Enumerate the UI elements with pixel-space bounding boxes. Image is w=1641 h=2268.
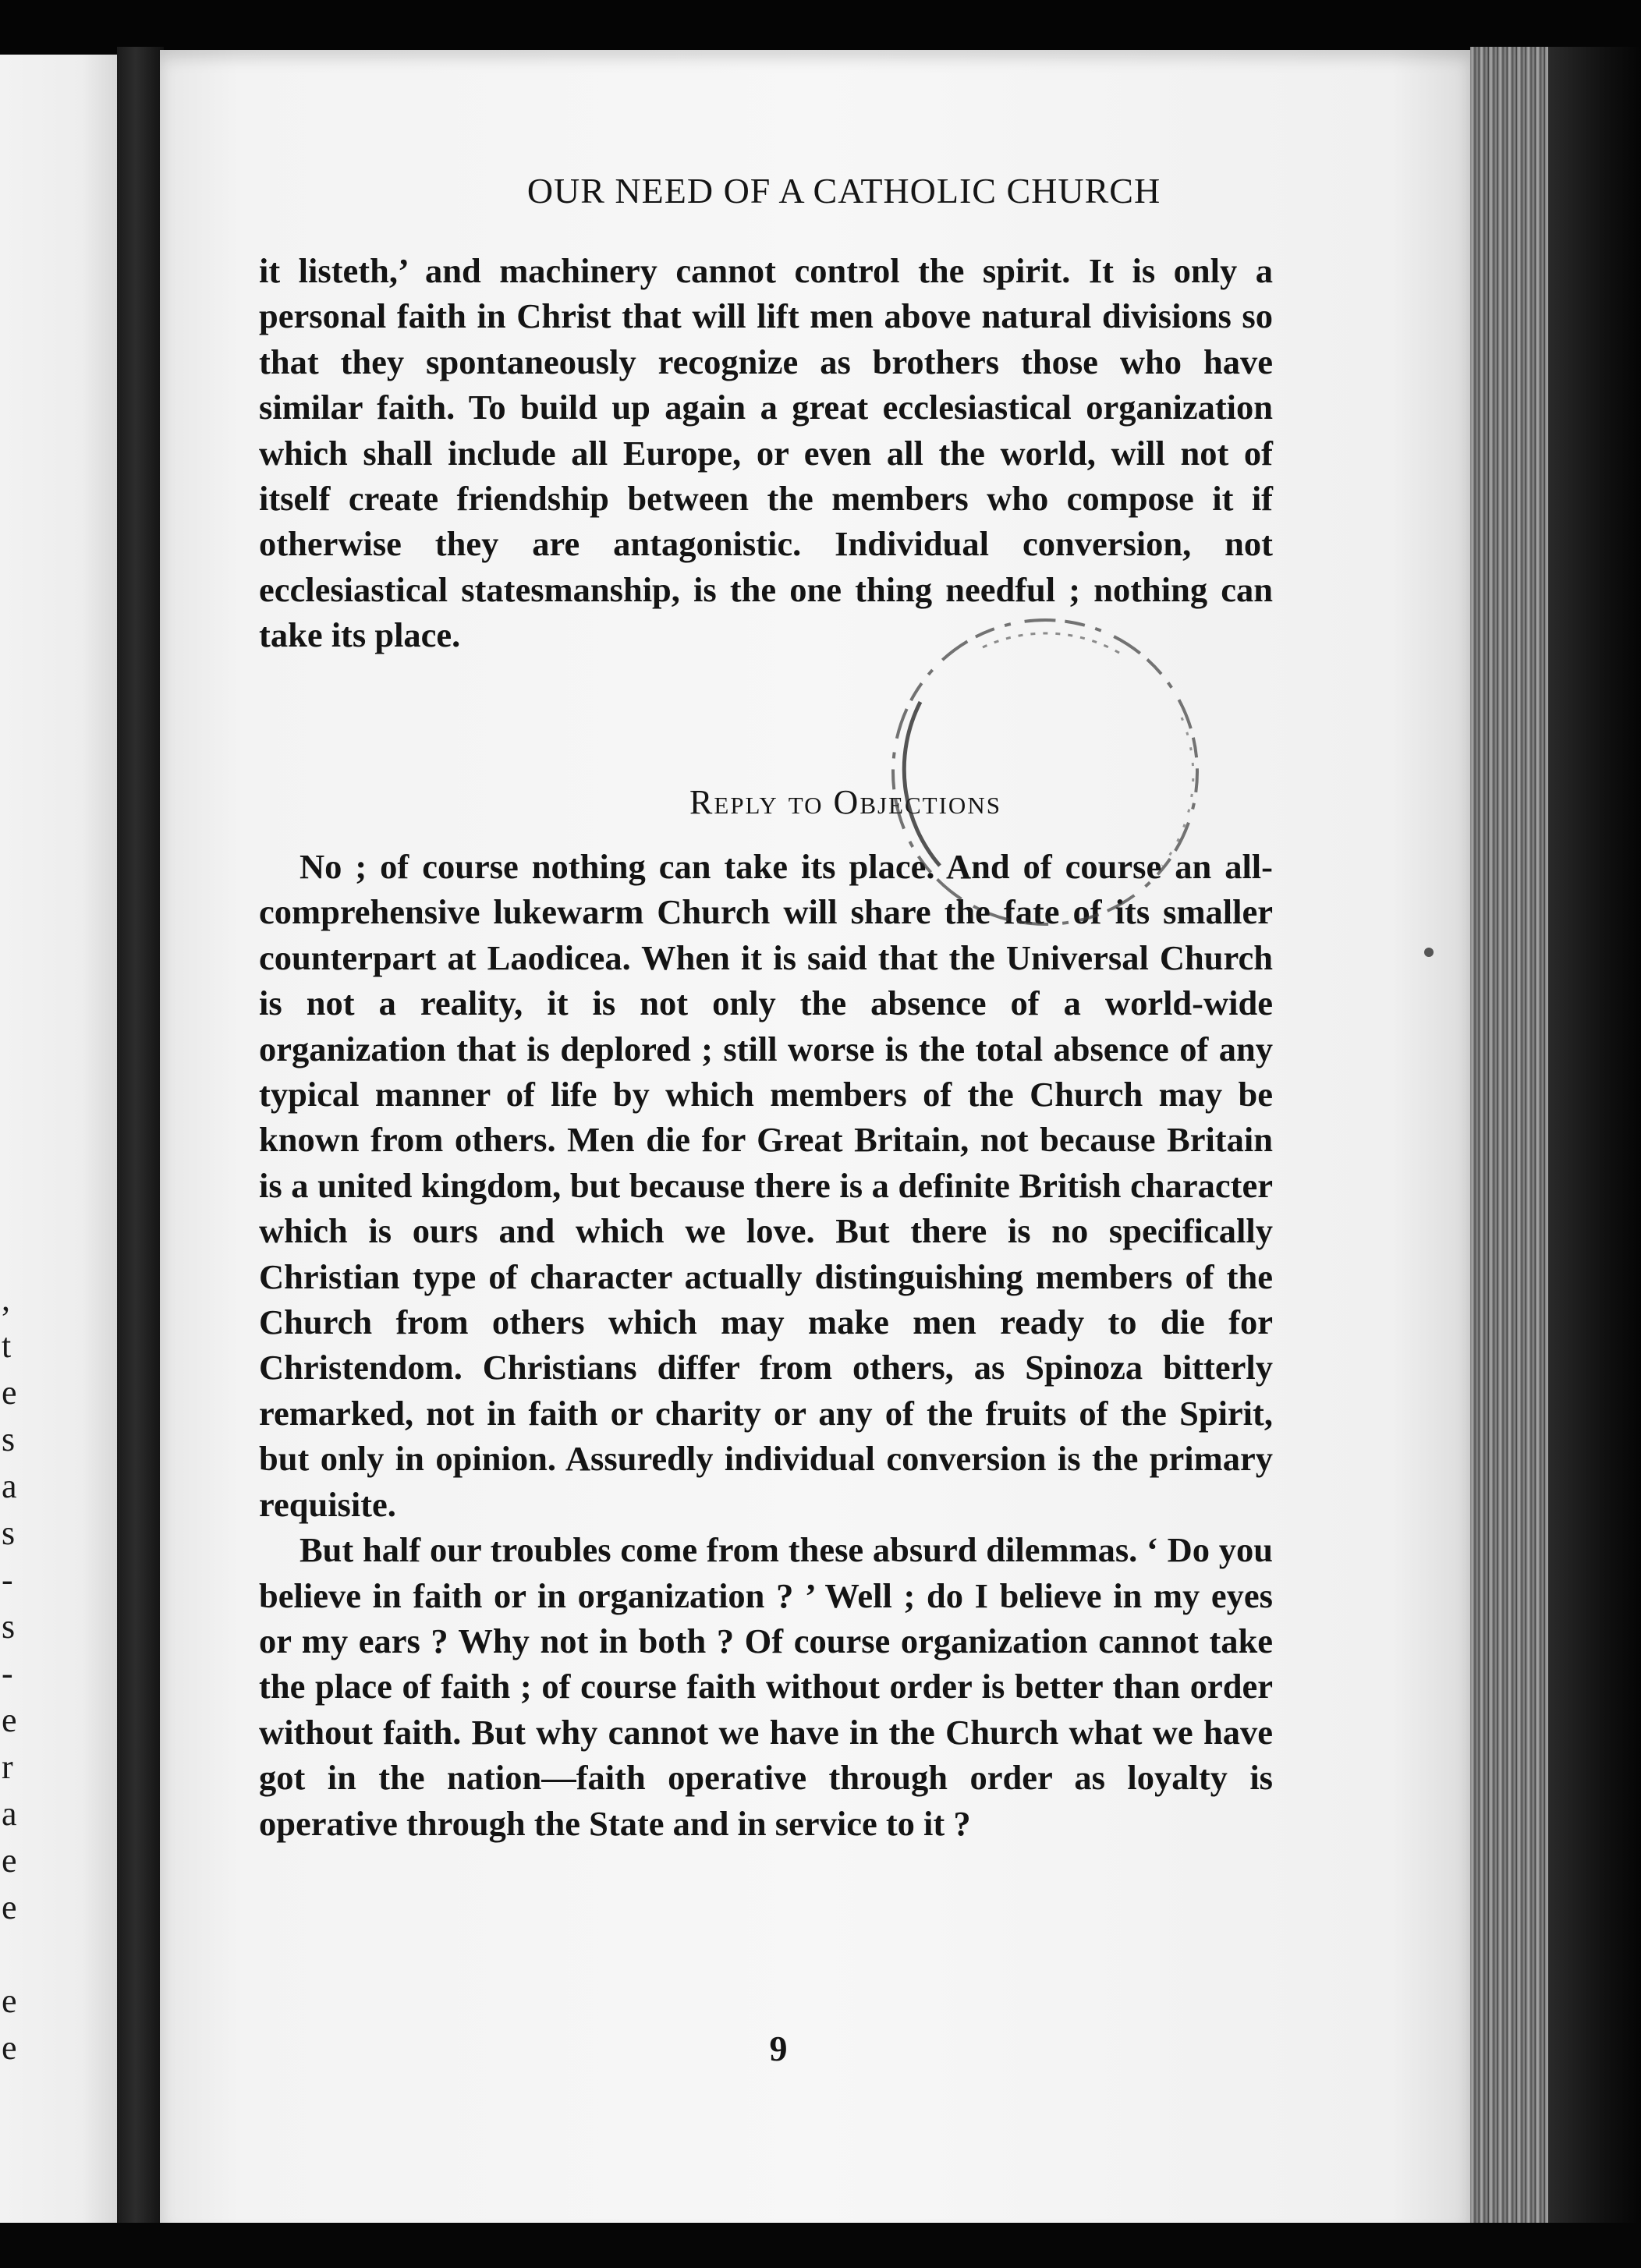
facing-page-fragment: e xyxy=(2,1888,17,1926)
facing-page-fragment: s xyxy=(2,1607,16,1646)
running-head: OUR NEED OF A CATHOLIC CHURCH xyxy=(526,171,1161,211)
book-cover-edge xyxy=(1548,47,1641,2268)
library-stamp-icon xyxy=(874,601,1217,944)
page-edges xyxy=(1470,47,1548,2231)
facing-page-fragment: - xyxy=(2,1654,13,1692)
book-gutter xyxy=(117,47,164,2231)
facing-page-fragment: e xyxy=(2,2029,17,2067)
paragraph: No ; of course nothing can take its place. And of course an all-comprehensive lukewarm Church will share the fate of its smaller counterpart at Laodicea. When it is said that the Universal Church is not a reality, it is not only the absence of a world-wide organization that is deplored ; still worse is the total absence of any typical manner of life by which members of the Church may be known from others. Men die for Great Britain, not because Britain is a united kingdom, but because there is a definite British character which is ours and which we love. But there is no specifically Christian type of character actually distinguishing members of the Church from others which may make men ready to die for Christendom. Christians differ from others, as Spinoza bitterly remarked, not in faith or charity or any of the fruits of the Spirit, but only in opinion. Assuredly individual conversion is the primary requisite. xyxy=(259,847,1273,1524)
facing-page-fragment: e xyxy=(2,1373,17,1412)
facing-page-fragment: r xyxy=(2,1748,13,1786)
scan-bottom-border xyxy=(0,2223,1641,2268)
facing-page-fragment: a xyxy=(2,1795,17,1833)
facing-page-fragment: s xyxy=(2,1514,16,1552)
text-block-main xyxy=(259,844,1273,1846)
facing-page-fragment: , xyxy=(2,1280,10,1318)
facing-page-fragment: e xyxy=(2,1841,17,1880)
facing-page-fragment: s xyxy=(2,1420,16,1458)
page-number: 9 xyxy=(769,2029,788,2068)
facing-page-fragment: - xyxy=(2,1561,13,1599)
facing-page-fragment: e xyxy=(2,1701,17,1739)
facing-page-fragment: e xyxy=(2,1982,17,2020)
scan-top-border xyxy=(0,0,1641,55)
paragraph: But half our troubles come from these absurd dilemmas. ‘ Do you believe in faith or in organization ? ’ Well ; do I believe in my eyes or my ears ? Why not in both ? Of course organization cannot take the place of faith ; of course faith without order is better than order without faith. But why cannot we have in the Church what we have got in the nation—faith operative through order as loyalty is operative through the State and in service to it ? xyxy=(259,1530,1273,1843)
section-heading: Reply to Objections xyxy=(689,783,1001,821)
paragraph: it listeth,’ and machinery cannot control the spirit. It is only a personal faith in Christ that will lift men above natural divisions so that they spontaneously recognize as brothers those who have similar faith. To build up again a great ecclesiastical organization which shall include all Europe, or even all the world, will not of itself create friendship between the members who compose it if otherwise they are antagonistic. Individual conversion, not ecclesiastical statesmanship, is the one thing needful ; nothing can take its place. xyxy=(259,251,1273,655)
facing-page-edge xyxy=(0,55,117,2223)
text-block-top xyxy=(259,248,1273,658)
facing-page-fragment: a xyxy=(2,1467,17,1505)
facing-page-fragment: t xyxy=(2,1327,12,1365)
speck xyxy=(1424,948,1434,957)
